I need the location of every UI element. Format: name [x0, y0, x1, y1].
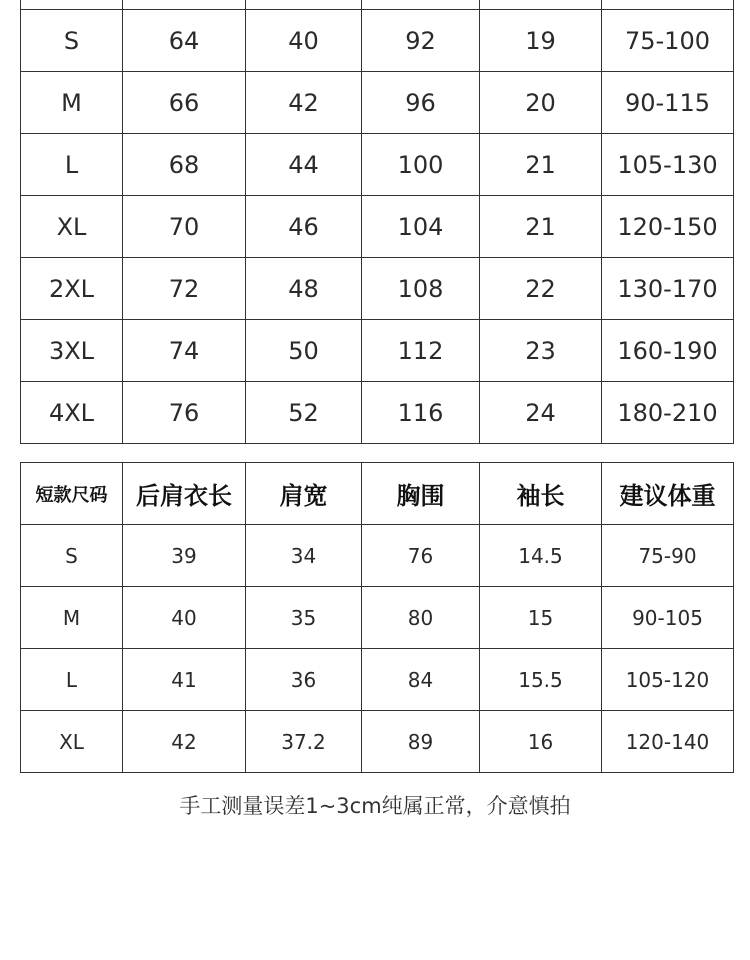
weight-cell: 160-190: [602, 320, 734, 382]
weight-cell: 130-170: [602, 258, 734, 320]
chest-cell: 89: [362, 711, 480, 773]
size-cell: L: [21, 649, 123, 711]
weight-cell: 75-90: [602, 525, 734, 587]
table-row: [21, 10, 734, 72]
chest-cell: 80: [362, 587, 480, 649]
size-cell: 3XL: [21, 320, 123, 382]
sleeve-cell: 14.5: [480, 525, 602, 587]
header-shoulder: 肩宽: [246, 463, 362, 525]
shoulder-cell: 46: [246, 196, 362, 258]
length-cell: 76: [123, 382, 246, 444]
sleeve-cell: 15.5: [480, 649, 602, 711]
table-row: [21, 196, 734, 258]
length-cell: 68: [123, 134, 246, 196]
shoulder-cell: 36: [246, 649, 362, 711]
sleeve-cell: 24: [480, 382, 602, 444]
table-row: [21, 258, 734, 320]
table-row: [21, 649, 734, 711]
table-row: [21, 587, 734, 649]
shoulder-cell: 44: [246, 134, 362, 196]
size-cell: M: [21, 72, 123, 134]
weight-cell: 75-100: [602, 10, 734, 72]
weight-cell: 120-140: [602, 711, 734, 773]
length-cell: 40: [123, 587, 246, 649]
weight-cell: 90-105: [602, 587, 734, 649]
table-row: [21, 134, 734, 196]
shoulder-cell: 37.2: [246, 711, 362, 773]
chest-cell: 92: [362, 10, 480, 72]
chest-cell: 96: [362, 72, 480, 134]
length-cell: 70: [123, 196, 246, 258]
chest-cell: 100: [362, 134, 480, 196]
size-cell: XL: [21, 711, 123, 773]
header-sleeve: 袖长: [480, 463, 602, 525]
header-length: 后肩衣长: [123, 463, 246, 525]
weight-cell: 105-120: [602, 649, 734, 711]
chest-cell: 108: [362, 258, 480, 320]
sleeve-cell: 19: [480, 10, 602, 72]
size-cell: M: [21, 587, 123, 649]
sleeve-cell: 16: [480, 711, 602, 773]
shoulder-cell: 48: [246, 258, 362, 320]
size-cell: S: [21, 525, 123, 587]
table-row: [21, 72, 734, 134]
long-size-table: [20, 0, 734, 444]
header-weight: 建议体重: [602, 463, 734, 525]
weight-cell: 180-210: [602, 382, 734, 444]
table-header-row: [21, 463, 734, 525]
sleeve-cell: 21: [480, 134, 602, 196]
size-cell: L: [21, 134, 123, 196]
table-header-row-cropped: [21, 0, 734, 10]
length-cell: 72: [123, 258, 246, 320]
measurement-note: 手工测量误差1~3cm纯属正常，介意慎拍: [179, 794, 571, 818]
shoulder-cell: 42: [246, 72, 362, 134]
length-cell: 66: [123, 72, 246, 134]
header-chest: 胸围: [362, 463, 480, 525]
chest-cell: 76: [362, 525, 480, 587]
weight-cell: 105-130: [602, 134, 734, 196]
sleeve-cell: 22: [480, 258, 602, 320]
table-row: [21, 711, 734, 773]
weight-cell: 120-150: [602, 196, 734, 258]
length-cell: 42: [123, 711, 246, 773]
sleeve-cell: 20: [480, 72, 602, 134]
length-cell: 39: [123, 525, 246, 587]
size-cell: 4XL: [21, 382, 123, 444]
short-size-table: [20, 462, 734, 773]
shoulder-cell: 52: [246, 382, 362, 444]
size-cell: XL: [21, 196, 123, 258]
chest-cell: 116: [362, 382, 480, 444]
chest-cell: 84: [362, 649, 480, 711]
shoulder-cell: 35: [246, 587, 362, 649]
sleeve-cell: 23: [480, 320, 602, 382]
chest-cell: 112: [362, 320, 480, 382]
length-cell: 64: [123, 10, 246, 72]
sleeve-cell: 21: [480, 196, 602, 258]
weight-cell: 90-115: [602, 72, 734, 134]
size-cell: S: [21, 10, 123, 72]
chest-cell: 104: [362, 196, 480, 258]
size-cell: 2XL: [21, 258, 123, 320]
table-row: [21, 320, 734, 382]
table-row: [21, 525, 734, 587]
length-cell: 74: [123, 320, 246, 382]
sleeve-cell: 15: [480, 587, 602, 649]
shoulder-cell: 50: [246, 320, 362, 382]
length-cell: 41: [123, 649, 246, 711]
shoulder-cell: 40: [246, 10, 362, 72]
header-size: 短款尺码: [21, 463, 123, 525]
shoulder-cell: 34: [246, 525, 362, 587]
table-row: [21, 382, 734, 444]
